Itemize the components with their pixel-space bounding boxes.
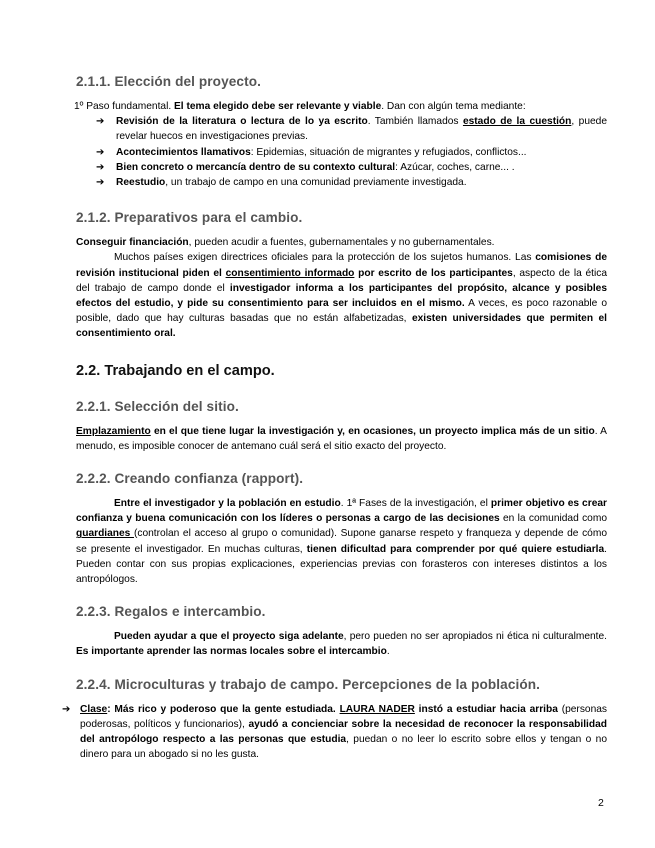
list-item: ➔ Reestudio, un trabajo de campo en una comunidad previamente investigada. [96,175,607,190]
arrow-icon: ➔ [96,116,105,128]
heading-2-2-3: 2.2.3. Regalos e intercambio. [76,604,266,620]
rapport-paragraph: Entre el investigador y la población en estudio. 1ª Fases de la investigación, el primer objetivo es crear confianza y buena comunicación con los líderes o personas a cargo de las decisiones en la comunidad como guardianes (controlan el acceso al grupo o comunidad). Supone ganarse respeto y franqueza y depende de cómo se presente el investigador. En muchas culturas, tienen dificultad para comprender por qué quiere estudiarla. Pueden contar con sus propias explicaciones, experiencias previas con forasteros con intereses distintos a los antropólogos. [76,498,607,586]
heading-2-2-4: 2.2.4. Microculturas y trabajo de campo. Percepciones de la población. [76,676,541,692]
funding-paragraph: Conseguir financiación, pueden acudir a fuentes, gubernamentales y no gubernamentales. [76,237,495,249]
arrow-icon: ➔ [96,146,105,158]
page-number: 2 [598,797,604,809]
document-page [62,74,608,762]
arrow-icon: ➔ [96,161,105,173]
consent-paragraph: Muchos países exigen directrices oficiales para la protección de los sujetos humanos. Las comisiones de revisión institucional piden el consentimiento informado por escrito de los participantes, aspecto de la ética del trabajo de campo donde el investigador informa a los participantes del propósito, alcance y posibles efectos del estudio, y pide su consentimiento para ser incluidos en el mismo. A veces, es poco razonable o posible, dado que hay culturas basadas que no están alfabetizadas, existen universidades que permiten el consentimiento oral. [76,252,608,340]
heading-2-2: 2.2. Trabajando en el campo. [76,362,275,379]
topic-sources-list [76,114,607,190]
list-item: ➔ Acontecimientos llamativos: Epidemias, situación de migrantes y refugiados, conflictos... [96,145,607,160]
heading-2-1-1: 2.1.1. Elección del proyecto. [76,74,261,89]
arrow-icon: ➔ [62,703,71,715]
list-item: ➔ Revisión de la literatura o lectura de lo ya escrito. También llamados estado de la cuestión, puede revelar huecos en investigaciones previas. [96,116,607,143]
site-paragraph: Emplazamiento en el que tiene lugar la investigación y, en ocasiones, un proyecto implica más de un sitio. A menudo, es imposible conocer de antemano cuál será el sitio exacto del proyecto. [76,425,607,452]
class-paragraph: ➔ Clase: Más rico y poderoso que la gente estudiada. LAURA NADER instó a estudiar hacia arriba (personas poderosas, políticos y funcionarios), ayudó a concienciar sobre la necesidad de reconocer la responsabilidad del antropólogo respecto a las personas que estudia, puedan o no leer lo escrito sobre ellos y tengan o no dinero para un abogado si no les gusta. [62,703,608,761]
heading-2-2-1: 2.2.1. Selección del sitio. [76,398,239,414]
list-item: ➔ Bien concreto o mercancía dentro de su contexto cultural: Azúcar, coches, carne... . [96,160,607,175]
intro-paragraph: 1º Paso fundamental. El tema elegido debe ser relevante y viable. Dan con algún tema mediante: [74,101,526,112]
arrow-icon: ➔ [96,177,105,189]
heading-2-1-2: 2.1.2. Preparativos para el cambio. [76,210,303,226]
gifts-paragraph: Pueden ayudar a que el proyecto siga adelante, pero pueden no ser apropiados ni ética ni culturalmente. Es importante aprender las normas locales sobre el intercambio. [76,631,608,658]
heading-2-2-2: 2.2.2. Creando confianza (rapport). [76,471,304,487]
